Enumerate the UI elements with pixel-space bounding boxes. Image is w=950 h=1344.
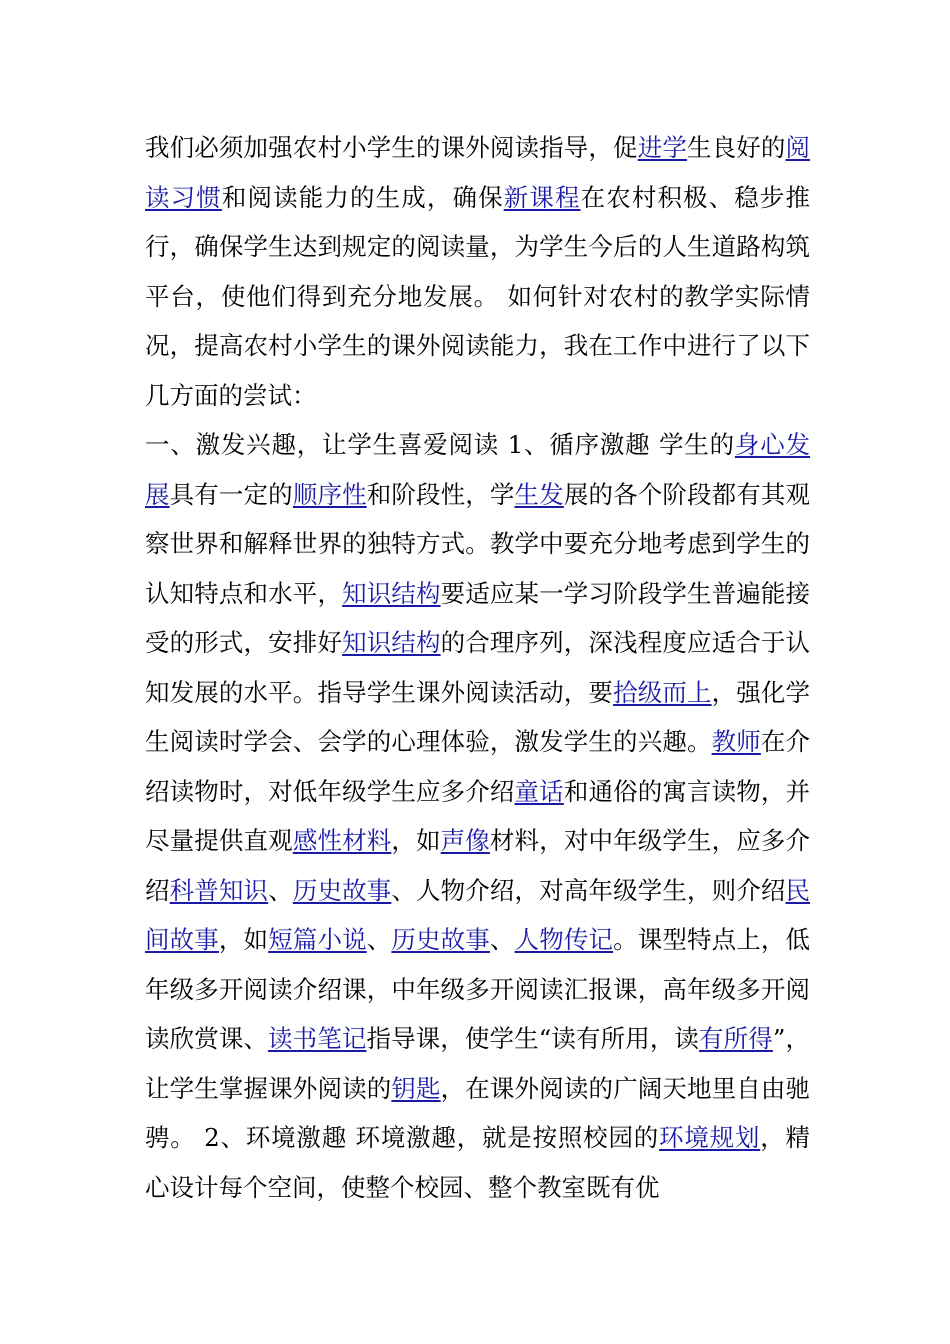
hyperlink[interactable]: 生发 bbox=[514, 479, 564, 509]
hyperlink[interactable]: 钥匙 bbox=[391, 1073, 441, 1103]
hyperlink[interactable]: 短篇小说 bbox=[268, 925, 367, 954]
hyperlink[interactable]: 身心发展 bbox=[145, 430, 811, 509]
text-run: ，精心设计每个空间，使整个校园、整个教室既有优 bbox=[145, 1123, 811, 1202]
hyperlink[interactable]: 知识结构 bbox=[342, 628, 441, 657]
hyperlink[interactable]: 历史故事 bbox=[391, 925, 490, 954]
text-run: 和阅读能力的生成，确保 bbox=[221, 182, 504, 212]
text-run: ，强化学生阅读时学会、会学的心理体验，激发学生的兴趣。 bbox=[145, 677, 811, 756]
text-run: 展的各个阶段都有其观察世界和解释世界的独特方式。教学中要充分地考虑到学生的认知特点和水平， bbox=[145, 479, 811, 608]
hyperlink[interactable]: 读书笔记 bbox=[268, 1024, 367, 1053]
hyperlink[interactable]: 进学 bbox=[637, 133, 687, 162]
text-run: ”，让学生掌握课外阅读的 bbox=[145, 1024, 810, 1103]
text-run: 一、激发兴趣，让学生喜爱阅读 1、循序激趣 学生的 bbox=[145, 430, 735, 459]
text-run: 和阶段性，学 bbox=[366, 479, 515, 509]
hyperlink[interactable]: 有所得 bbox=[699, 1024, 773, 1053]
hyperlink[interactable]: 民间故事 bbox=[145, 875, 811, 954]
hyperlink[interactable]: 阅读习惯 bbox=[145, 133, 811, 212]
text-run: ，如 bbox=[218, 925, 269, 954]
text-run: 生良好的 bbox=[686, 133, 786, 162]
text-run: 材料，对中年级学生，应多介绍 bbox=[145, 826, 811, 905]
text-run: 、人物介绍，对高年级学生，则介绍 bbox=[391, 875, 786, 905]
hyperlink[interactable]: 顺序性 bbox=[292, 479, 367, 509]
text-run: 要适应某一学习阶段学生普遍能接受的形式，安排好 bbox=[145, 578, 811, 657]
paragraph-intro bbox=[145, 123, 810, 420]
hyperlink[interactable]: 人物传记 bbox=[514, 925, 614, 954]
hyperlink[interactable]: 教师 bbox=[711, 727, 761, 756]
text-run: 、 bbox=[489, 925, 515, 954]
hyperlink[interactable]: 童话 bbox=[514, 776, 564, 806]
text-run: 在介绍读物时，对低年级学生应多介绍 bbox=[145, 727, 811, 806]
hyperlink[interactable]: 拾级而上 bbox=[613, 677, 712, 707]
document-page bbox=[145, 123, 810, 1212]
text-run: 、 bbox=[268, 875, 293, 905]
hyperlink[interactable]: 声像 bbox=[440, 826, 490, 855]
hyperlink[interactable]: 环境规划 bbox=[659, 1123, 761, 1152]
hyperlink[interactable]: 知识结构 bbox=[342, 578, 441, 608]
hyperlink[interactable]: 科普知识 bbox=[169, 875, 269, 905]
text-run: 在农村积极、稳步推行，确保学生达到规定的阅读量，为学生今后的人生道路构筑平台，使他们得到充分地发展。 如何针对农村的教学实际情况，提高农村小学生的课外阅读能力，我在工作中进行了以下几方面的尝试： bbox=[145, 182, 811, 410]
hyperlink[interactable]: 感性材料 bbox=[292, 826, 392, 855]
text-run: ，如 bbox=[391, 826, 441, 855]
text-run: 的合理序列，深浅程度应适合于认知发展的水平。指导学生课外阅读活动，要 bbox=[145, 628, 811, 707]
paragraph-section-one bbox=[145, 420, 810, 1212]
text-run: 我们必须加强农村小学生的课外阅读指导，促 bbox=[145, 133, 638, 162]
hyperlink[interactable]: 新课程 bbox=[503, 182, 581, 212]
text-run: 、 bbox=[366, 925, 392, 954]
text-run: 和通俗的寓言读物，并尽量提供直观 bbox=[145, 776, 811, 855]
text-run: ，在课外阅读的广阔天地里自由驰骋。 2、环境激趣 环境激趣，就是按照校园的 bbox=[145, 1073, 811, 1152]
hyperlink[interactable]: 历史故事 bbox=[292, 875, 392, 905]
text-run: 具有一定的 bbox=[169, 479, 293, 509]
text-run: 指导课，使学生“读有所用，读 bbox=[366, 1024, 700, 1053]
text-run: 。课型特点上，低年级多开阅读介绍课，中年级多开阅读汇报课，高年级多开阅读欣赏课、 bbox=[145, 925, 811, 1053]
